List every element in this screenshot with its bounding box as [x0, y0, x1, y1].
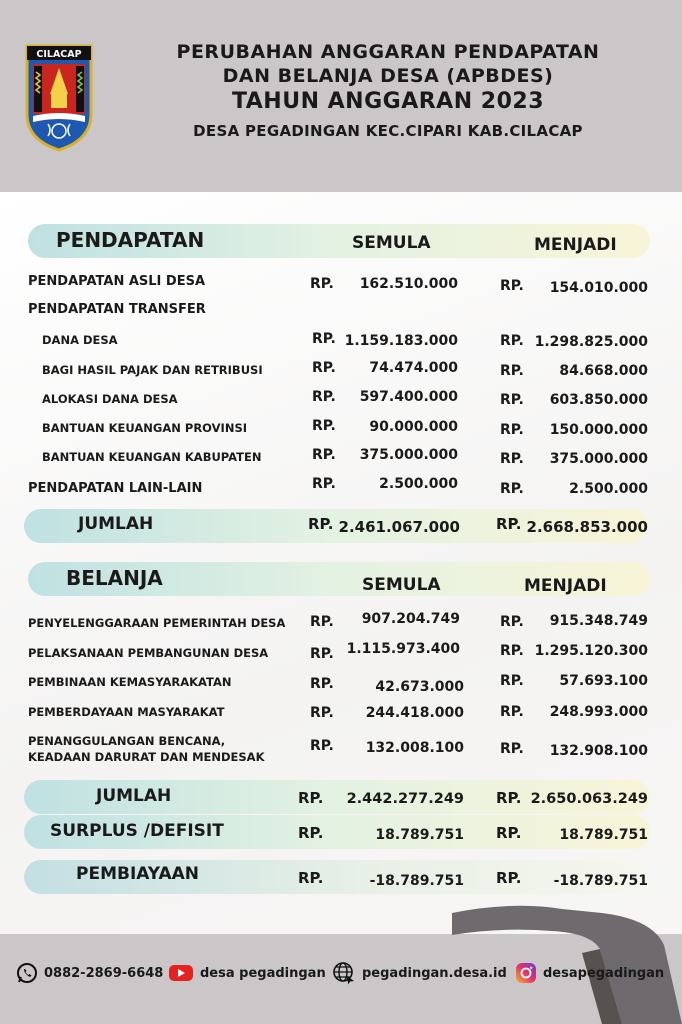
currency-label: RP. — [310, 738, 334, 754]
currency-label: RP. — [298, 824, 324, 842]
currency-label: RP. — [500, 363, 524, 379]
row-label: BANTUAN KEUANGAN KABUPATEN — [42, 450, 262, 464]
currency-label: RP. — [500, 741, 524, 757]
value-menjadi: 57.693.100 — [559, 673, 648, 689]
instagram-icon — [515, 962, 537, 984]
row-label: ALOKASI DANA DESA — [42, 392, 178, 406]
footer-website[interactable] — [332, 960, 507, 986]
currency-label: RP. — [312, 360, 336, 376]
value-semula: 2.500.000 — [379, 476, 458, 492]
surplus-menjadi: 18.789.751 — [559, 827, 648, 843]
value-menjadi: 84.668.000 — [559, 363, 648, 379]
pendapatan-col-semula: SEMULA — [352, 233, 431, 253]
currency-label: RP. — [500, 278, 524, 294]
currency-label: RP. — [500, 643, 524, 659]
currency-label: RP. — [310, 276, 334, 292]
value-menjadi: 1.298.825.000 — [534, 334, 648, 350]
title-line-3: TAHUN ANGGARAN 2023 — [231, 89, 545, 114]
value-semula: 1.115.973.400 — [346, 641, 460, 657]
page-title — [108, 40, 668, 144]
currency-label: RP. — [500, 614, 524, 630]
row-label: DANA DESA — [42, 333, 118, 347]
value-semula: 244.418.000 — [365, 705, 464, 721]
currency-label: RP. — [308, 515, 334, 533]
value-semula: 907.204.749 — [361, 611, 460, 627]
youtube-icon — [168, 963, 194, 983]
footer-phone[interactable] — [16, 960, 163, 986]
currency-label: RP. — [500, 392, 524, 408]
website-url: pegadingan.desa.id — [362, 965, 507, 981]
instagram-handle: desapegadingan — [543, 965, 665, 981]
emblem-label: CILACAP — [36, 49, 82, 60]
value-semula: 1.159.183.000 — [344, 333, 458, 349]
title-line-1: PERUBAHAN ANGGARAN PENDAPATAN — [176, 41, 600, 63]
value-menjadi: 132.908.100 — [549, 743, 648, 759]
value-menjadi: 1.295.120.300 — [534, 643, 648, 659]
row-label: PENDAPATAN TRANSFER — [28, 302, 206, 317]
row-label-line1: PENANGGULANGAN BENCANA, — [28, 734, 226, 748]
pembiayaan-menjadi: -18.789.751 — [553, 873, 648, 889]
whatsapp-icon — [16, 962, 38, 984]
currency-label: RP. — [500, 451, 524, 467]
currency-label: RP. — [310, 676, 334, 692]
currency-label: RP. — [500, 333, 524, 349]
value-menjadi: 375.000.000 — [549, 451, 648, 467]
pembiayaan-label: PEMBIAYAAN — [76, 864, 200, 884]
row-label: PENDAPATAN ASLI DESA — [28, 274, 206, 289]
row-label: PENDAPATAN LAIN-LAIN — [28, 481, 203, 496]
phone-number: 0882-2869-6648 — [44, 965, 164, 981]
row-label: PEMBERDAYAAN MASYARAKAT — [28, 705, 225, 719]
title-line-2: DAN BELANJA DESA (APBDES) — [222, 65, 554, 87]
value-menjadi: 915.348.749 — [549, 613, 648, 629]
pembiayaan-semula: -18.789.751 — [369, 873, 464, 889]
currency-label: RP. — [298, 789, 324, 807]
pendapatan-total-menjadi: 2.668.853.000 — [526, 518, 648, 536]
currency-label: RP. — [312, 476, 336, 492]
currency-label: RP. — [312, 389, 336, 405]
currency-label: RP. — [312, 418, 336, 434]
currency-label: RP. — [312, 331, 336, 347]
currency-label: RP. — [310, 614, 334, 630]
row-label: BANTUAN KEUANGAN PROVINSI — [42, 421, 248, 435]
pendapatan-total-semula: 2.461.067.000 — [338, 518, 460, 536]
currency-label: RP. — [310, 705, 334, 721]
value-menjadi: 248.993.000 — [549, 704, 648, 720]
value-semula: 42.673.000 — [375, 679, 464, 695]
belanja-title: BELANJA — [66, 566, 163, 590]
currency-label: RP. — [496, 869, 522, 887]
currency-label: RP. — [496, 515, 522, 533]
footer-youtube[interactable] — [168, 960, 326, 986]
currency-label: RP. — [298, 869, 324, 887]
value-semula: 162.510.000 — [359, 276, 458, 292]
value-semula: 132.008.100 — [365, 740, 464, 756]
row-label: PELAKSANAAN PEMBANGUNAN DESA — [28, 646, 269, 660]
footer-instagram[interactable] — [515, 960, 664, 986]
value-menjadi: 154.010.000 — [549, 280, 648, 296]
pendapatan-col-menjadi: MENJADI — [534, 235, 617, 255]
pendapatan-title: PENDAPATAN — [56, 228, 205, 252]
row-label: PENYELENGGARAAN PEMERINTAH DESA — [28, 616, 286, 630]
value-menjadi: 150.000.000 — [549, 422, 648, 438]
belanja-total-label: JUMLAH — [96, 786, 172, 806]
cilacap-emblem — [24, 44, 94, 152]
row-label-line2: KEADAAN DARURAT DAN MENDESAK — [28, 750, 265, 764]
row-label: BAGI HASIL PAJAK DAN RETRIBUSI — [42, 363, 263, 377]
surplus-label: SURPLUS /DEFISIT — [50, 821, 224, 841]
currency-label: RP. — [500, 422, 524, 438]
currency-label: RP. — [496, 824, 522, 842]
belanja-col-semula: SEMULA — [362, 575, 441, 595]
currency-label: RP. — [500, 704, 524, 720]
value-semula: 375.000.000 — [359, 447, 458, 463]
belanja-total-menjadi: 2.650.063.249 — [530, 791, 648, 807]
value-semula: 74.474.000 — [369, 360, 458, 376]
value-semula: 597.400.000 — [359, 389, 458, 405]
currency-label: RP. — [310, 646, 334, 662]
currency-label: RP. — [500, 673, 524, 689]
value-menjadi: 603.850.000 — [549, 392, 648, 408]
value-menjadi: 2.500.000 — [569, 481, 648, 497]
belanja-col-menjadi: MENJADI — [524, 576, 607, 596]
globe-icon — [332, 961, 356, 985]
belanja-total-semula: 2.442.277.249 — [346, 791, 464, 807]
currency-label: RP. — [500, 481, 524, 497]
youtube-channel: desa pegadingan — [200, 965, 326, 981]
surplus-semula: 18.789.751 — [375, 827, 464, 843]
pendapatan-total-label: JUMLAH — [78, 514, 154, 534]
currency-label: RP. — [496, 789, 522, 807]
currency-label: RP. — [312, 447, 336, 463]
row-label: PEMBINAAN KEMASYARAKATAN — [28, 675, 232, 689]
value-semula: 90.000.000 — [369, 419, 458, 435]
title-subtitle: DESA PEGADINGAN KEC.CIPARI KAB.CILACAP — [193, 122, 583, 140]
